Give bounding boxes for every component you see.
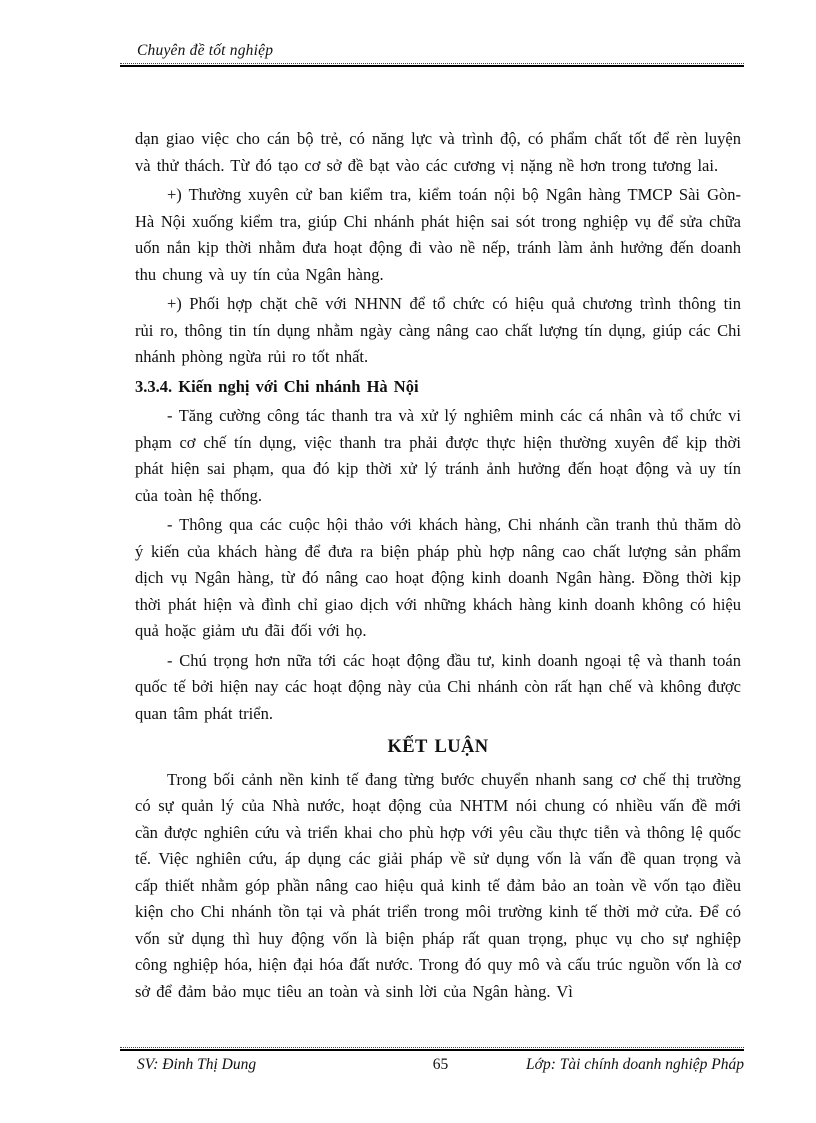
header-rule-solid [120, 65, 744, 67]
footer-student-name: SV: Đinh Thị Dung [137, 1056, 257, 1073]
paragraph-continuation: dạn giao việc cho cán bộ trẻ, có năng lực và trình độ, có phẩm chất tốt để rèn luyện và thử thách. Từ đó tạo cơ sở đề bạt vào các cương vị nặng nề hơn trong tương lai. [135, 129, 741, 175]
paragraph: - Tăng cường công tác thanh tra và xử lý nghiêm minh các cá nhân và tổ chức vi phạm cơ chế tín dụng, việc thanh tra phải được thực hiện thường xuyên để kịp thời phát hiện sai phạm, qua đó kịp thời xử lý tránh ảnh hưởng đến hoạt động và uy tín của toàn hệ thống. [135, 406, 741, 505]
footer-row [120, 1056, 744, 1074]
conclusion-heading: KẾT LUẬN [387, 737, 489, 757]
footer-rule-solid [120, 1049, 744, 1051]
paragraph: - Chú trọng hơn nữa tới các hoạt động đầu tư, kinh doanh ngoại tệ và thanh toán quốc tế bởi hiện nay các hoạt động này của Chi nhánh còn rất hạn chế và không được quan tâm phát triển. [135, 650, 741, 723]
section-heading: 3.3.4. Kiến nghị với Chi nhánh Hà Nội [135, 376, 419, 396]
page-footer [120, 1044, 744, 1074]
paragraph: +) Thường xuyên cử ban kiểm tra, kiểm toán nội bộ Ngân hàng TMCP Sài Gòn-Hà Nội xuống kiểm tra, giúp Chi nhánh phát hiện sai sót trong nghiệp vụ để sửa chữa uốn nắn kịp thời nhằm đưa hoạt động đi vào nề nếp, tránh làm ảnh hưởng đến doanh thu chung và uy tín của Ngân hàng. [135, 185, 741, 284]
paragraph: Trong bối cảnh nền kinh tế đang từng bước chuyển nhanh sang cơ chế thị trường có sự quản lý của Nhà nước, hoạt động của NHTM nói chung có nhiều vấn đề mới cần được nghiên cứu và triển khai cho phù hợp với yêu cầu thực tiễn và thông lệ quốc tế. Việc nghiên cứu, áp dụng các giải pháp về sử dụng vốn là vấn đề quan trọng và cấp thiết nhằm góp phần nâng cao hiệu quả kinh tế đảm bảo an toàn về vốn tạo điều kiện cho Chi nhánh tồn tại và phát triển trong môi trường kinh tế thời mở cửa. Để có vốn sử dụng thì huy động vốn là biện pháp rất quan trọng, phục vụ cho sự nghiệp công nghiệp hóa, hiện đại hóa đất nước. Trong đó quy mô và cấu trúc nguồn vốn là cơ sở để đảm bảo mục tiêu an toàn và sinh lời của Ngân hàng. Vì [135, 769, 741, 1001]
paragraph: +) Phối hợp chặt chẽ với NHNN để tổ chức có hiệu quả chương trình thông tin rủi ro, thông tin tín dụng nhằm ngày càng nâng cao chất lượng tín dụng, giúp các Chi nhánh phòng ngừa rủi ro tốt nhất. [135, 294, 741, 366]
footer-class-name: Lớp: Tài chính doanh nghiệp Pháp [526, 1056, 744, 1073]
header-title: Chuyên đề tốt nghiệp [137, 42, 274, 59]
paragraph: - Thông qua các cuộc hội thảo với khách hàng, Chi nhánh cần tranh thủ thăm dò ý kiến của khách hàng để đưa ra biện pháp phù hợp nâng cao chất lượng sản phẩm dịch vụ Ngân hàng, từ đó nâng cao hoạt động kinh doanh Ngân hàng. Đồng thời kịp thời phát hiện và đình chỉ giao dịch với những khách hàng kinh doanh không có hiệu quả hoặc giảm ưu đãi đối với họ. [135, 515, 741, 640]
footer-rule-dotted [120, 1047, 744, 1048]
footer-page-number: 65 [432, 1056, 449, 1073]
document-body [135, 126, 741, 1008]
page-header [120, 42, 744, 67]
header-rule-dotted [120, 63, 744, 64]
